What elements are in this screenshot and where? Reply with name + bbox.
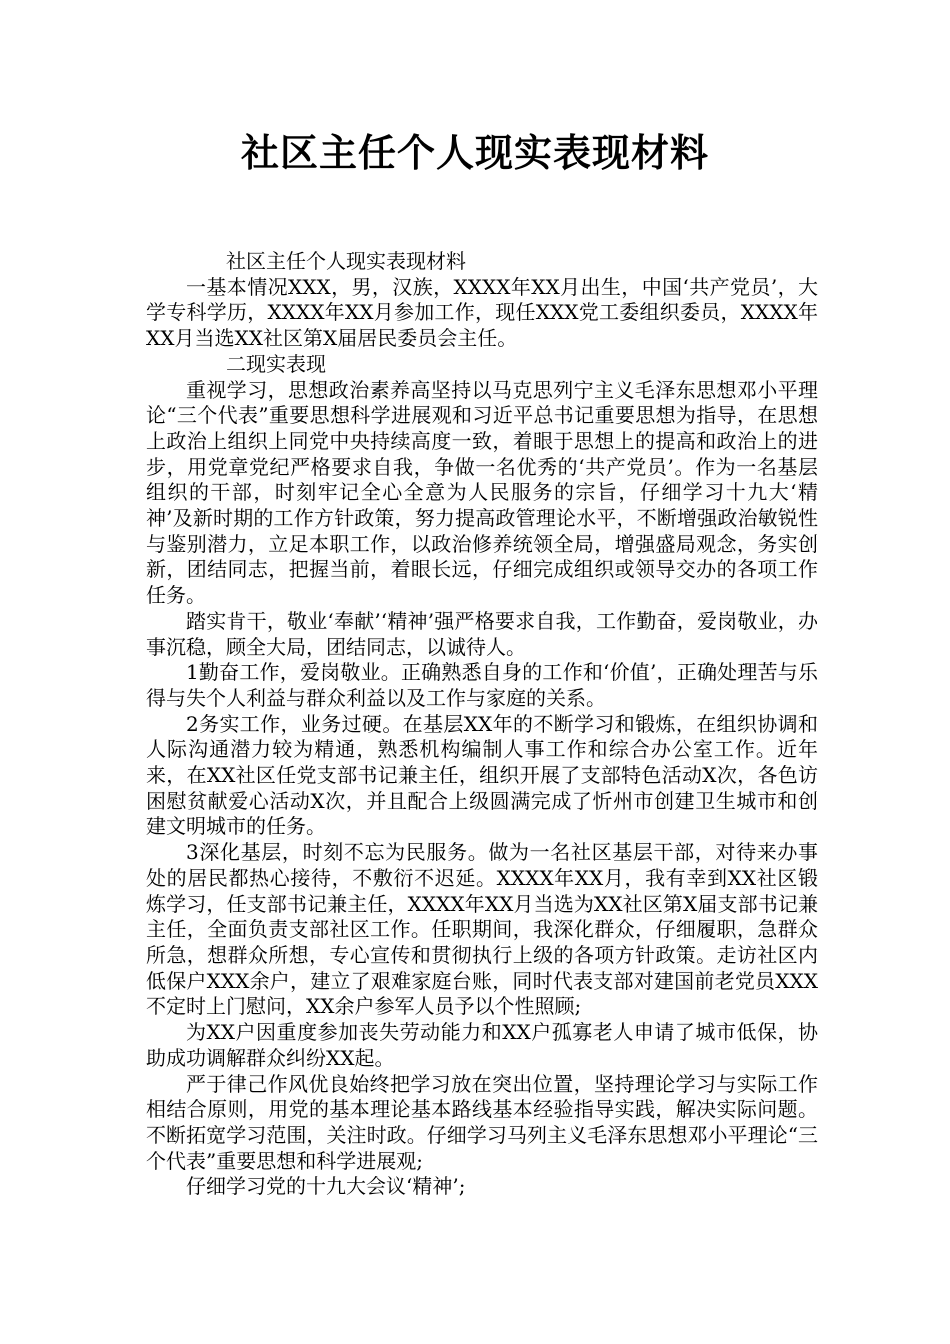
paragraph-item-1: 1勤奋工作，爱岗敬业。正确熟悉自身的工作和‘价值’，正确处理苦与乐得与失个人利益与群众利益以及工作与家庭的关系。 [146, 660, 818, 710]
document-body [146, 249, 818, 1200]
paragraph-item-3: 3深化基层，时刻不忘为民服务。做为一名社区基层干部，对待来办事处的居民都热心接待，不敷衍不迟延。XXXX年XX月，我有幸到XX社区锻炼学习，任支部书记兼主任，XXXX年XX月当选为XX社区第X届支部书记兼主任，全面负责支部社区工作。任职期间，我深化群众，仔细履职，急群众所急，想群众所想，专心宣传和贯彻执行上级的各项方针政策。走访社区内低保户XXX余户，建立了艰难家庭台账，同时代表支部对建国前老党员XXX不定时上门慰问，XX余户参军人员予以个性照顾; [146, 840, 818, 1019]
section-heading: 社区主任个人现实表现材料 [226, 249, 466, 273]
paragraph-study: 重视学习，思想政治素养高坚持以马克思列宁主义毛泽东思想邓小平理论“三个代表”重要思想科学进展观和习近平总书记重要思想为指导，在思想上政治上组织上同党中央持续高度一致，着眼于思想上的提高和政治上的进步，用党章党纪严格要求自我，争做一名优秀的‘共产党员’。作为一名基层组织的干部，时刻牢记全心全意为人民服务的宗旨，仔细学习十九大‘精神’及新时期的工作方针政策，努力提高政管理论水平，不断增强政治敏锐性与鉴别潜力，立足本职工作，以政治修养统领全局，增强盛局观念，务实创新，团结同志，把握当前，着眼长远，仔细完成组织或领导交办的各项工作任务。 [146, 377, 818, 608]
section-heading: 二现实表现 [226, 351, 326, 376]
paragraph-dedication: 踏实肯干，敬业‘奉献’‘精神’强严格要求自我，工作勤奋，爱岗敬业，办事沉稳，顾全大局，团结同志，以诚待人。 [146, 608, 818, 659]
paragraph-basic-info: 一基本情况XXX，男，汉族，XXXX年XX月出生，中国‘共产党员’，大学专科学历，XXXX年XX月参加工作，现任XXX党工委组织委员，XXXX年XX月当选XX社区第X届居民委员会主任。 [146, 274, 818, 351]
document-title: 社区主任个人现实表现材料 [240, 131, 709, 175]
paragraph-item-2: 2务实工作，业务过硬。在基层XX年的不断学习和锻炼，在组织协调和人际沟通潜力较为精通，熟悉机构编制人事工作和综合办公室工作。近年来，在XX社区任党支部书记兼主任，组织开展了支部特色活动X次，各色访困慰贫献爱心活动X次，并且配合上级圆满完成了忻州市创建卫生城市和创建文明城市的任务。 [146, 711, 818, 839]
paragraph-low-income: 为XX户因重度参加丧失劳动能力和XX户孤寡老人申请了城市低保，协助成功调解群众纠纷XX起。 [146, 1020, 818, 1070]
paragraph-self-discipline: 严于律己作风优良始终把学习放在突出位置，坚持理论学习与实际工作相结合原则，用党的基本理论基本路线基本经验指导实践，解决实际问题。不断拓宽学习范围，关注时政。仔细学习马列主义毛泽东思想邓小平理论“三个代表”重要思想和科学进展观; [146, 1071, 818, 1173]
paragraph-study-congress: 仔细学习党的十九大会议‘精神’; [186, 1174, 466, 1199]
